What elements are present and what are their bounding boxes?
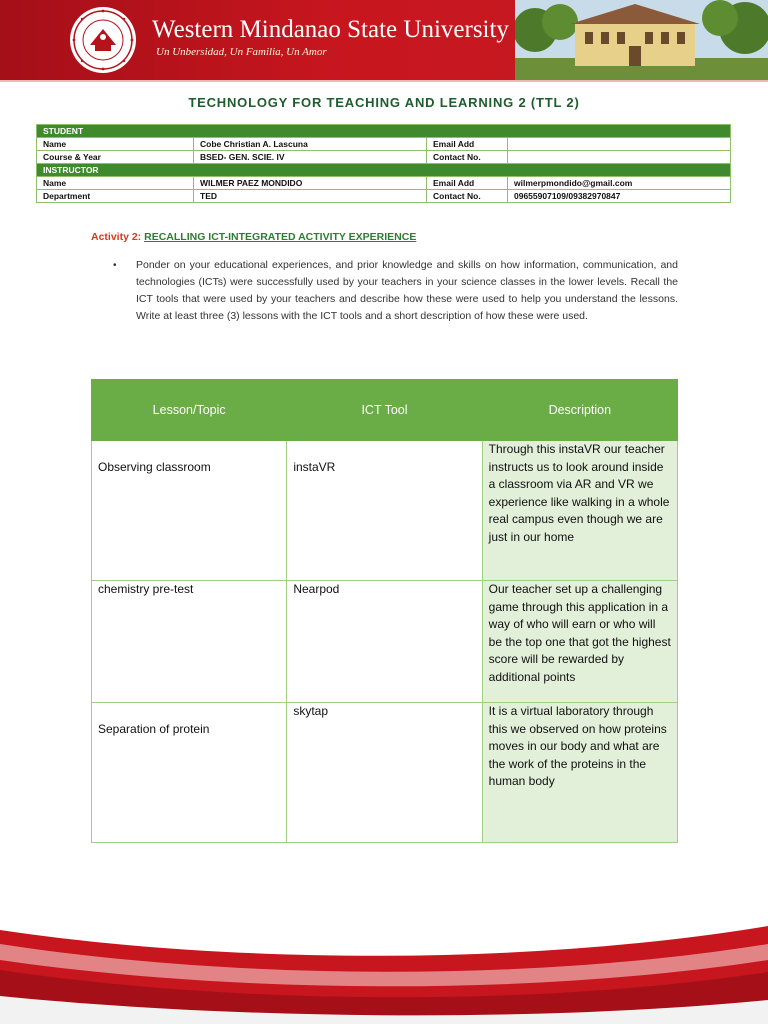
description-cell: It is a virtual laboratory through this we observed on how proteins moves in our body and what are the work of the proteins in the human body (482, 703, 677, 843)
description-cell: Our teacher set up a challenging game through this application in a way of who will earn or who will be the top one that got the highest score will be rewarded by additional points (482, 581, 677, 703)
document-title: TECHNOLOGY FOR TEACHING AND LEARNING 2 (TTL 2) (188, 95, 580, 110)
table-header-row (92, 380, 678, 441)
description-cell: Through this instaVR our teacher instructs us to look around inside a classroom via AR and VR we experience like walking in a whole real campus even though we are just in our home (482, 441, 677, 581)
table-row (92, 703, 678, 843)
student-name-label: Name (37, 138, 194, 151)
instructor-department-label: Department (37, 190, 194, 203)
instructor-contact-label: Contact No. (427, 190, 508, 203)
student-contact-label: Contact No. (427, 151, 508, 164)
header-description: Description (482, 380, 677, 441)
instructor-section-header: INSTRUCTOR (37, 164, 731, 177)
student-email-label: Email Add (427, 138, 508, 151)
instructor-name-value: WILMER PAEZ MONDIDO (194, 177, 427, 190)
lessons-table (91, 379, 678, 843)
instructor-name-label: Name (37, 177, 194, 190)
lesson-cell: Separation of protein (92, 703, 287, 843)
header-lesson-topic: Lesson/Topic (92, 380, 287, 441)
table-row (92, 441, 678, 581)
activity-heading (91, 231, 416, 243)
lesson-cell: chemistry pre-test (92, 581, 287, 703)
bullet-marker: • (113, 260, 117, 271)
student-name-value: Cobe Christian A. Lascuna (194, 138, 427, 151)
lesson-cell: Observing classroom (92, 441, 287, 581)
instructor-email-value: wilmerpmondido@gmail.com (508, 177, 731, 190)
university-seal-icon (68, 5, 138, 75)
student-email-value (508, 138, 731, 151)
header-ict-tool: ICT Tool (287, 380, 482, 441)
header-divider (0, 80, 768, 82)
header-banner (0, 0, 768, 80)
instructor-email-label: Email Add (427, 177, 508, 190)
student-contact-value (508, 151, 731, 164)
university-motto: Un Unbersidad, Un Familia, Un Amor (156, 46, 327, 58)
tool-cell: instaVR (287, 441, 482, 581)
instructor-department-value: TED (194, 190, 427, 203)
activity-instruction (113, 257, 678, 325)
activity-title: RECALLING ICT-INTEGRATED ACTIVITY EXPERIENCE (144, 231, 417, 243)
tool-cell: Nearpod (287, 581, 482, 703)
tool-cell: skytap (287, 703, 482, 843)
table-row (92, 581, 678, 703)
footer-swoosh-decoration (0, 900, 768, 1024)
student-course-label: Course & Year (37, 151, 194, 164)
student-instructor-info-table (36, 124, 731, 203)
instructor-contact-value: 09655907109/09382970847 (508, 190, 731, 203)
campus-building-image (515, 0, 768, 80)
student-course-value: BSED- GEN. SCIE. IV (194, 151, 427, 164)
university-name: Western Mindanao State University (152, 16, 509, 43)
activity-label: Activity 2: (91, 231, 142, 243)
instruction-text: Ponder on your educational experiences, and prior knowledge and skills on how information, communication, and technologies (ICTs) were successfully used by your teachers in your science classes in the lower levels. Recall the ICT tools that were used by your teachers and describe how these were used to help you understand the lessons. Write at least three (3) lessons with the ICT tools and a short description of how these were used. (136, 259, 678, 322)
student-section-header: STUDENT (37, 125, 731, 138)
